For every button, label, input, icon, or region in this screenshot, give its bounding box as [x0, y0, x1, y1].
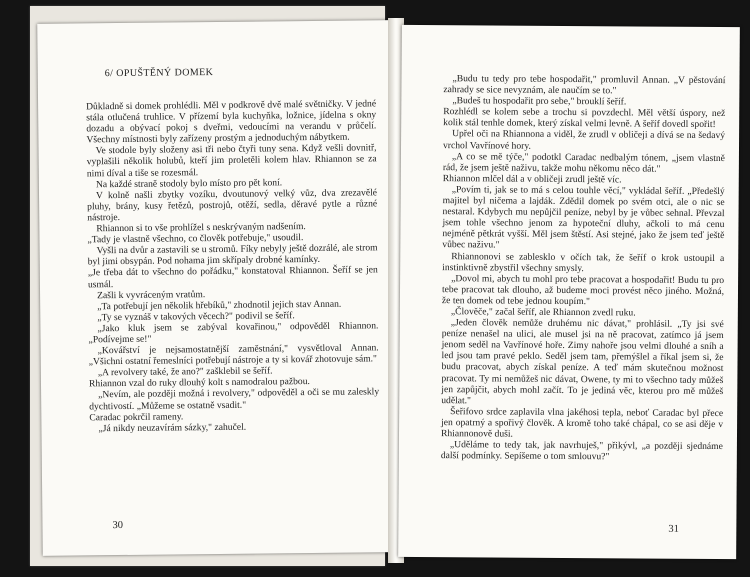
paragraph: „A revolvery také, že ano?" zašklebil se šeříf.	[97, 365, 273, 379]
paragraph: Caradac pokrčil rameny.	[89, 410, 184, 423]
right-page-text	[441, 73, 726, 463]
paragraph: Rozhlédl se kolem sebe a trochu si povzdechl. Měl větší úspory, než kolik stál tenhle domek, který získal velmi levně. A šeříf dovedl spořit!	[443, 106, 726, 131]
paragraph: Rhiannonovi se zablesklo v očích tak, že šeříf o krok ustoupil a instinktivně zbystřil všechny smysly.	[442, 250, 725, 274]
chapter-title: 6/ OPUŠTĚNÝ DOMEK	[104, 67, 214, 80]
page-number-left: 30	[112, 519, 124, 532]
left-page-text	[86, 98, 379, 434]
paragraph: „Ty se vyznáš v takových věcech?" podivil se šeříf.	[97, 309, 295, 324]
paragraph: Na každé straně stodoly bylo místo pro pět koní.	[95, 176, 283, 190]
paragraph: Upřel oči na Rhiannona a viděl, že zrudl v obličeji a dívá se na šedavý vrchol Vavřínové hory.	[442, 128, 726, 152]
right-page	[398, 25, 740, 559]
paragraph: „Je třeba dát to všechno do pořádku," konstatoval Rhiannon. Šeříf se jen usmál.	[87, 264, 378, 290]
paragraph: „Budu tu tedy pro tebe hospodařit," promluvil Annan. „V pěstování zahrady se sice nevyznám, ale naučím se to."	[443, 73, 726, 97]
paragraph: „Kovářství je nejsamostatnější zaměstnání," vysvětloval Annan. „Všichni ostatní řemeslníci potřebují nástroje a ty si kovář zhotovuje sám."	[88, 342, 379, 368]
paragraph: „A co se mě týče," podotkl Caradac nedbalým tónem, „jsem vlastně rád, že jsem ještě naživu, takže mohu někomu něco dát."	[442, 150, 725, 175]
paragraph: „Já nikdy neuzavírám sázky," zahučel.	[98, 421, 247, 434]
paragraph: Vyšli na dvůr a zastavili se u stromů. Fíky nebyly ještě dozrálé, ale strom byl jimi obsypán. Pod nohama jim skřípaly drobné kamínky.	[87, 242, 378, 268]
paragraph: Důkladně si domek prohlédli. Měl v podkrově dvě malé světničky. V jedné stála otlučená truhlice. V přízemí byla kuchyňka, ložnice, jídelna s okny dozadu a obývací pokoj s dveřmi, vedoucími na verandu v průčelí. Všechny místnosti byly zařízeny prostým a jednoduchým nábytkem.	[86, 98, 377, 146]
page-number-right: 31	[668, 523, 679, 535]
paragraph: Rhiannon mlčel dál a v obličeji zrudl ještě víc.	[442, 172, 622, 186]
paragraph: Rhiannon vzal do ruky dlouhý kolt s namodralou pažbou.	[88, 376, 310, 390]
paragraph: „Jako kluk jsem se zabýval kovařinou," odpověděl Rhiannon. „Podívejme se!"	[88, 320, 379, 346]
paragraph: „Člověče," začal šeříf, ale Rhiannon zvedl ruku.	[450, 306, 636, 319]
paragraph: „Budeš tu hospodařit pro sebe," brouklí šeříf.	[452, 95, 627, 108]
paragraph: „Uděláme to tedy tak, jak navrhuješ," přikývl, „a později sjednáme další podmínky. Sepíšeme o tom smlouvu?"	[440, 439, 723, 463]
paragraph: „Jeden člověk nemůže druhému nic dávat," prohlásil. „Ty jsi své peníze nenašel na ulici, ale musel jsi na ně pracovat, zatímco já jsem jenom seděl na Vavřínové hoře. Zimy nahoře jsou velmi dlouhé a sníh a led jsou tam pravé peklo. Seděl jsem tam, přemýšlel a říkal jsem si, že budu pracovat, abych získal peníze. A teď mám skutečnou možnost pracovat. Ty mi nemůžeš nic dávat, Owene, ty mi to všechno tady můžeš jen zapůjčit, abych mohl začít. To je jediná věc, kterou pro mě můžeš udělat."	[441, 317, 724, 407]
paragraph: „Povím ti, jak se to má s celou touhle věcí," vykládal šeříf. „Předešlý majitel byl ničema a lajdák. Zdědil domek po svém otci, ale o nic se nestaral. Kdybych mu nepůjčil peníze, nebyl by je vůbec sehnal. Převzal jsem tohle všechno jenom za hypoteční dluhy, ačkoli to má cenu nejméně pětkrát vyšší. Měl jsem štěstí. Asi stejné, jako že jsem teď ještě vůbec naživu."	[442, 184, 725, 251]
paragraph: „Dovol mi, abych tu mohl pro tebe pracovat a hospodařit! Budu tu pro tebe pracovat tak dlouho, až budeme moci provést něco jiného. Možná, že ten domek od tebe jednou koupím."	[441, 272, 725, 308]
paragraph: Šeřifovo srdce zaplavila vlna jakéhosi tepla, neboť Caradac byl přece jen opatrný a spořivý člověk. A kromě toho také chápal, co se asi děje v Rhiannonově duši.	[440, 405, 724, 440]
paragraph: Rhiannon si to vše prohlížel s neskrývaným nadšením.	[96, 221, 306, 235]
left-page	[37, 20, 395, 556]
paragraph: V kolně našli zbytky vozíku, dvoutunový velký vůz, dva zrezavělé pluhy, brány, kusy řetězů, postrojů, otěží, sedla, děravé pytle a různé nástroje.	[87, 187, 378, 224]
paragraph: Ve stodole byly složeny asi tři nebo čtyři tuny sena. Když vešli dovnitř, vyplašili několik holubů, kteří jim proletěli kolem hlav. Rhiannon se za nimi díval a tiše se rozesmál.	[86, 142, 377, 179]
paragraph: „Tady je vlastně všechno, co člověk potřebuje," usoudil.	[87, 232, 304, 246]
paragraph: „Ta potřebují jen několik hřebíků," zhodnotil jejich stav Annan.	[97, 298, 342, 312]
paragraph: „Nevím, ale později možná i revolvery," odpověděl a oči se mu zaleskly dychtivostí. „Můžeme se ostatně vsadit."	[89, 386, 380, 412]
paragraph: Zašli k vyvráceným vratům.	[97, 288, 206, 301]
